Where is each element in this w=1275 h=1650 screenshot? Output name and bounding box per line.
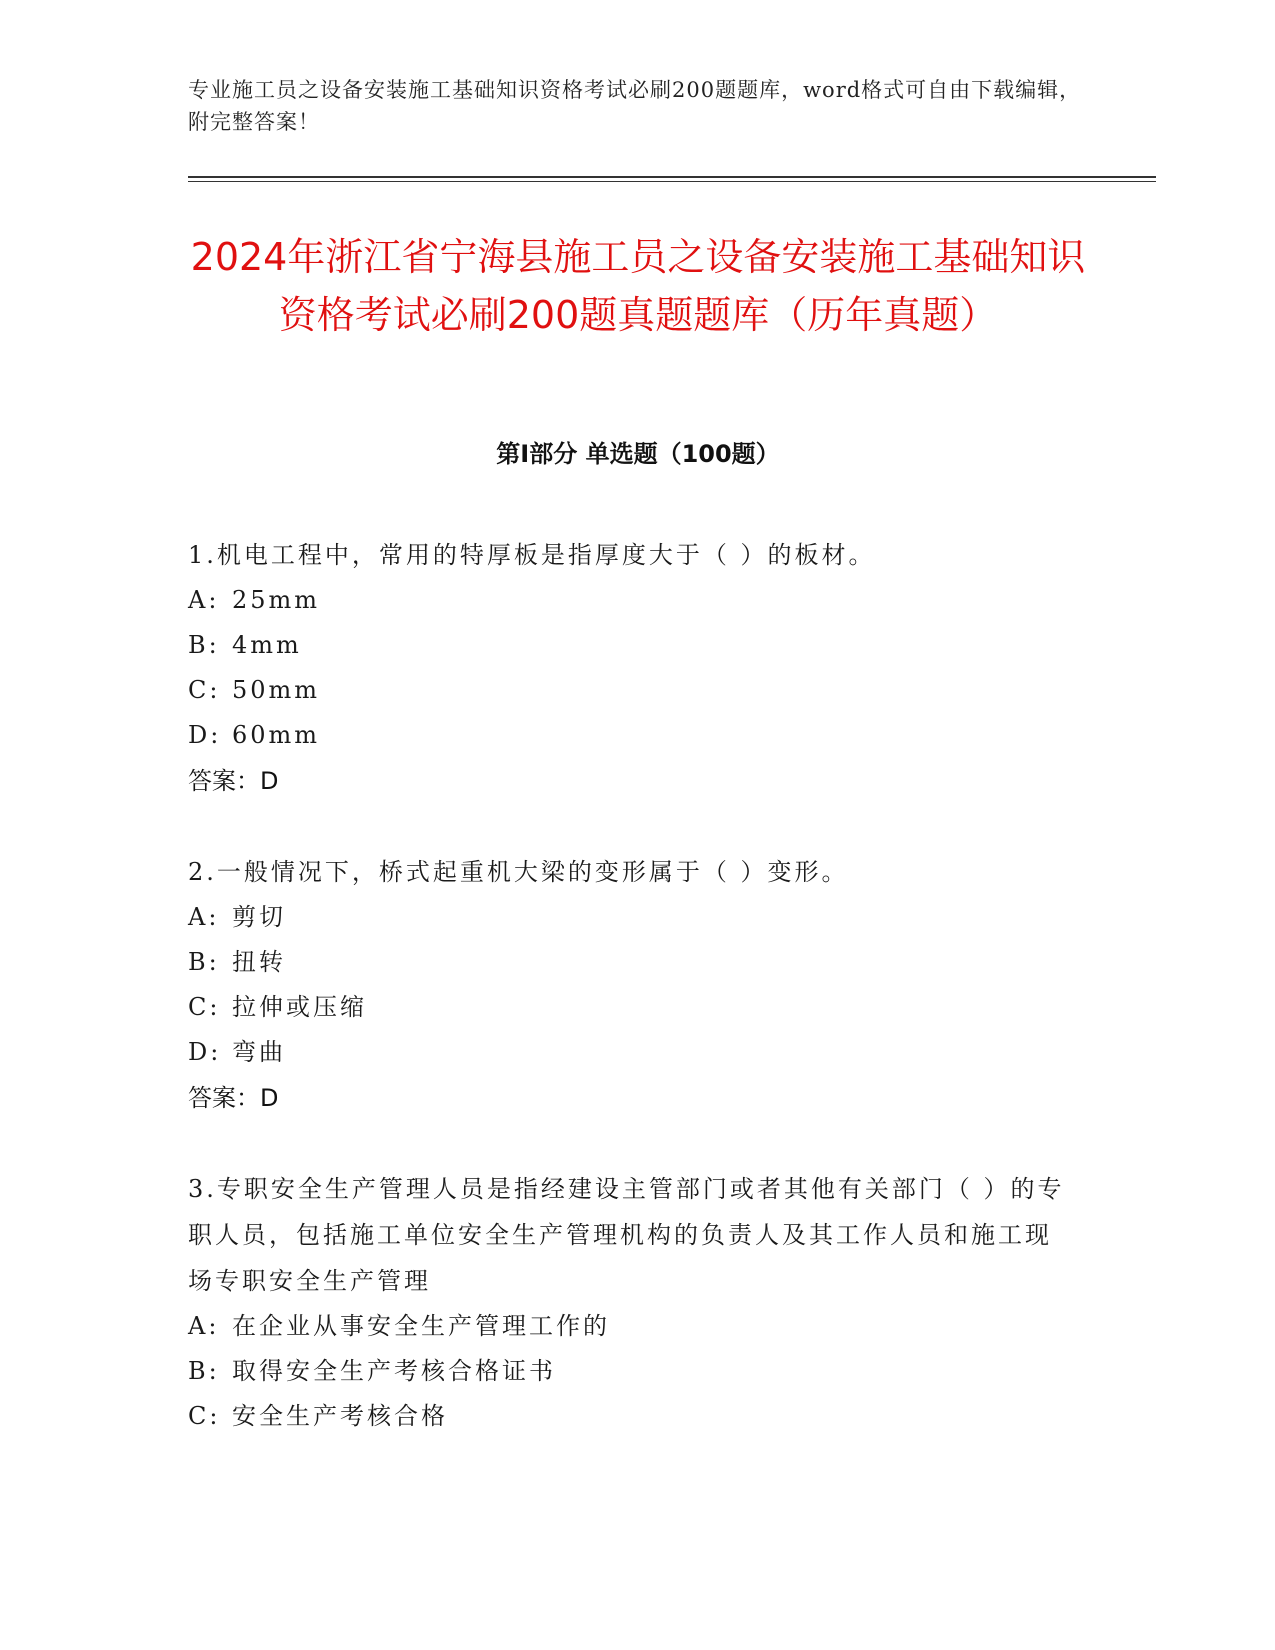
option-text: 4mm xyxy=(232,631,302,659)
answer-line: 答案：D xyxy=(188,767,279,795)
document-title: 2024年浙江省宁海县施工员之设备安装施工基础知识资格考试必刷200题真题题库（历年真题） xyxy=(190,235,1086,337)
option-text: 50mm xyxy=(232,676,321,704)
option-key: B: xyxy=(188,631,220,659)
option-d xyxy=(188,1030,1068,1075)
question-list xyxy=(188,532,1068,1484)
option-text: 拉伸或压缩 xyxy=(232,993,367,1021)
header-rule-thick xyxy=(188,176,1156,178)
option-b xyxy=(188,623,1068,668)
option-b xyxy=(188,940,1068,985)
question-stem: 3.专职安全生产管理人员是指经建设主管部门或者其他有关部门（ ）的专职人员，包括施工单位安全生产管理机构的负责人及其工作人员和施工现场专职安全生产管理 xyxy=(188,1175,1065,1295)
option-a xyxy=(188,895,1068,940)
question-stem: 2.一般情况下，桥式起重机大梁的变形属于（ ）变形。 xyxy=(188,858,849,886)
option-b xyxy=(188,1349,1068,1394)
option-key: C: xyxy=(188,676,221,704)
option-text: 取得安全生产考核合格证书 xyxy=(232,1357,556,1385)
header-note: 专业施工员之设备安装施工基础知识资格考试必刷200题题库，word格式可自由下载编辑，附完整答案！ xyxy=(188,78,1082,134)
option-key: A: xyxy=(188,1312,220,1340)
answer-line: 答案：D xyxy=(188,1084,279,1112)
option-key: A: xyxy=(188,903,220,931)
option-text: 扭转 xyxy=(232,948,286,976)
option-text: 弯曲 xyxy=(232,1038,286,1066)
section-heading: 第I部分 单选题（100题） xyxy=(496,440,780,468)
question-2 xyxy=(188,849,1068,1121)
option-text: 在企业从事安全生产管理工作的 xyxy=(232,1312,610,1340)
option-a xyxy=(188,578,1068,623)
option-text: 剪切 xyxy=(232,903,286,931)
option-text: 25mm xyxy=(232,586,321,614)
option-key: C: xyxy=(188,993,221,1021)
option-d xyxy=(188,713,1068,758)
option-text: 60mm xyxy=(232,721,321,749)
option-key: A: xyxy=(188,586,220,614)
header-rule-thin xyxy=(188,181,1156,182)
option-key: C: xyxy=(188,1402,221,1430)
option-c xyxy=(188,1394,1068,1439)
option-key: B: xyxy=(188,948,220,976)
option-text: 安全生产考核合格 xyxy=(232,1402,448,1430)
question-1 xyxy=(188,532,1068,804)
option-key: D: xyxy=(188,721,222,749)
question-stem: 1.机电工程中，常用的特厚板是指厚度大于（ ）的板材。 xyxy=(188,541,876,569)
option-c xyxy=(188,985,1068,1030)
option-c xyxy=(188,668,1068,713)
option-key: D: xyxy=(188,1038,222,1066)
option-key: B: xyxy=(188,1357,220,1385)
question-3 xyxy=(188,1166,1068,1439)
option-a xyxy=(188,1304,1068,1349)
